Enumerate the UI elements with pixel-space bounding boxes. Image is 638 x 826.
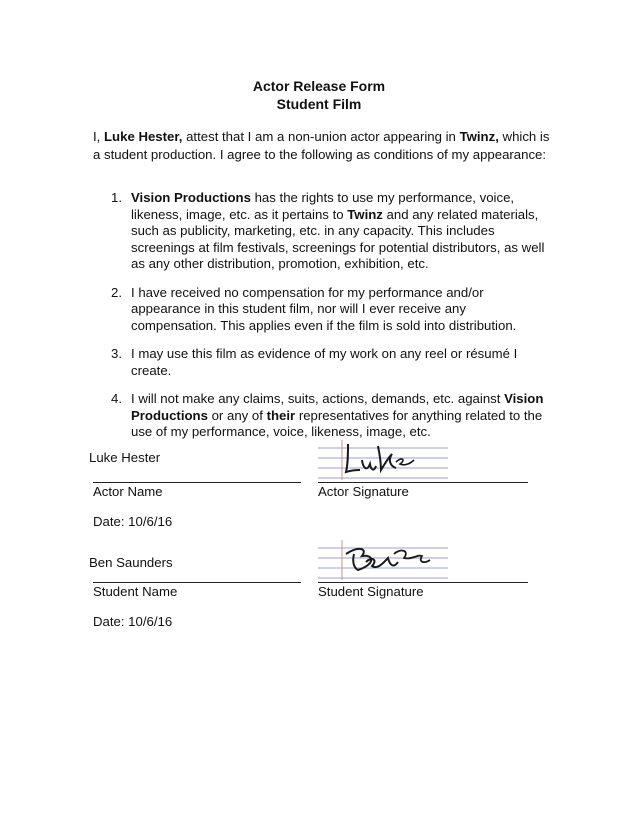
term-text: and any related materials, such as publicity, marketing, etc. in any capacity. This includes screenings at film festivals, screenings for potential distributors, as well as any other distribution, promotion, exhibition, etc.: [131, 206, 545, 271]
student-name-line: [93, 582, 301, 583]
student-signature-line: [318, 582, 528, 583]
intro-suffix: which is a student production. I agree to the following as conditions of my appearance:: [93, 129, 550, 162]
actor-signature-line: [318, 482, 528, 483]
actor-signature-image: [318, 438, 448, 480]
term-text: has the rights to use my performance, voice, likeness, image, etc. as it pertains to: [131, 190, 515, 222]
term-emphasis: Vision Productions: [131, 190, 251, 205]
term-number: 1.: [111, 190, 122, 205]
term-emphasis: Vision Productions: [131, 391, 544, 423]
student-name-label: Student Name: [93, 584, 178, 599]
student-signature-label: Student Signature: [318, 584, 424, 599]
term-emphasis: their: [266, 407, 296, 423]
student-date: Date: 10/6/16: [93, 614, 173, 629]
term-item: [93, 391, 553, 441]
term-emphasis: Twinz: [347, 206, 383, 222]
actor-name-label: Actor Name: [93, 484, 163, 499]
student-signature: [318, 540, 448, 585]
intro-middle: attest that I am a non-union actor appearing in: [182, 129, 460, 144]
term-item: [93, 190, 553, 273]
intro-prefix: I,: [93, 129, 104, 144]
form-title: Actor Release Form: [252, 78, 386, 94]
term-text: or any of: [207, 407, 267, 423]
term-number: 4.: [111, 391, 122, 406]
term-item: [93, 346, 553, 379]
term-text: I may use this film as evidence of my work on any reel or résumé I create.: [131, 346, 518, 378]
form-subtitle: Student Film: [276, 96, 362, 112]
intro-film-title: Twinz,: [459, 129, 499, 144]
intro-actor-name: Luke Hester,: [104, 129, 183, 144]
term-item: [93, 285, 553, 335]
term-number: 2.: [111, 284, 122, 300]
terms-list: [93, 190, 553, 453]
actor-printed-name: Luke Hester: [89, 450, 161, 465]
student-signature-image: [318, 540, 448, 580]
intro-paragraph: [93, 128, 553, 164]
term-text: I will not make any claims, suits, actions, demands, etc. against: [131, 391, 505, 406]
actor-signature-label: Actor Signature: [318, 484, 409, 499]
actor-name-line: [93, 482, 301, 483]
actor-signature: [318, 438, 448, 485]
term-number: 3.: [111, 346, 122, 361]
term-text: representatives for anything related to the use of my performance, voice, likeness, image, etc.: [131, 407, 543, 439]
student-printed-name: Ben Saunders: [89, 555, 173, 570]
term-text: I have received no compensation for my performance and/or appearance in this student film, nor will I ever receive any compensation. This applies even if the film is sold into distribution.: [131, 284, 517, 333]
actor-date: Date: 10/6/16: [93, 514, 173, 529]
